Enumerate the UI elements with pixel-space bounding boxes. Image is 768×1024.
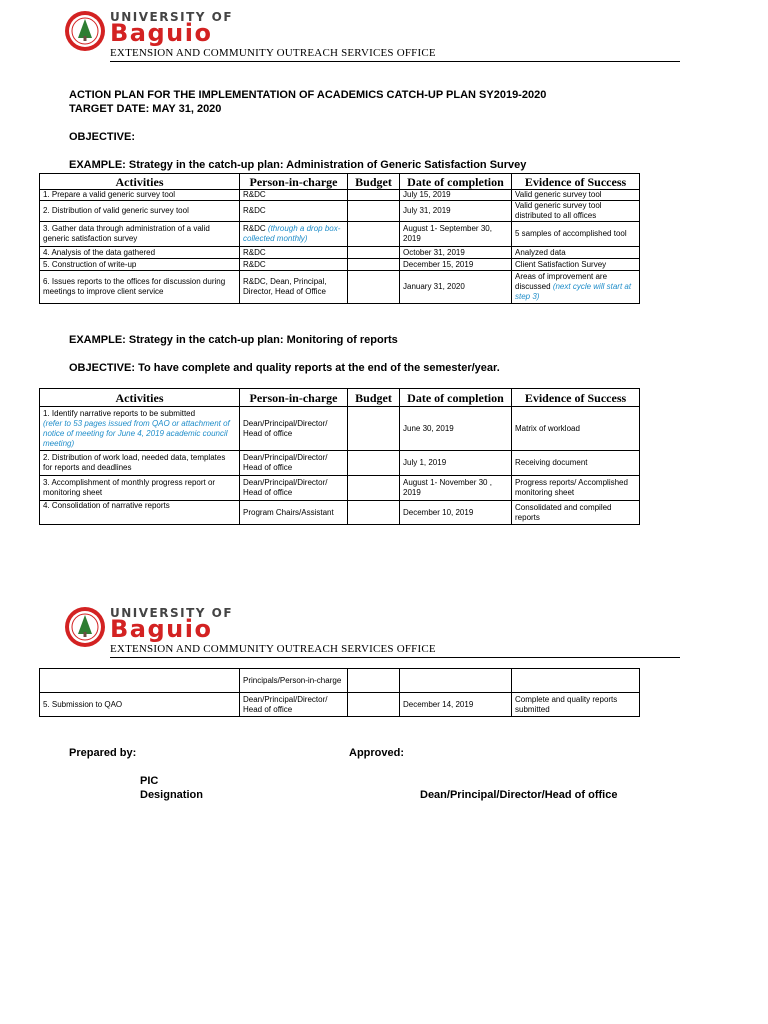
table-row — [40, 259, 640, 271]
date-cell-text: January 31, 2020 — [403, 282, 465, 291]
col-person: Person-in-charge — [240, 174, 348, 190]
activity-cell — [40, 407, 240, 451]
table-header-row — [40, 389, 640, 407]
col-evidence: Evidence of Success — [512, 389, 640, 407]
date-cell-text: July 1, 2019 — [403, 458, 447, 467]
date-cell — [400, 271, 512, 304]
activity-cell — [40, 476, 240, 501]
evidence-cell-text: Progress reports/ Accomplished monitoring sheet — [515, 478, 628, 497]
date-cell-text: December 10, 2019 — [403, 507, 474, 517]
activity-cell-text: 4. Consolidation of narrative reports — [43, 501, 170, 510]
date-cell — [400, 669, 512, 693]
evidence-cell-text: Matrix of workload — [515, 423, 580, 433]
evidence-cell — [512, 247, 640, 259]
university-seal-icon — [64, 606, 106, 648]
date-cell — [400, 693, 512, 717]
person-cell-text: R&DC — [243, 247, 266, 257]
person-cell-text: R&DC — [243, 206, 266, 215]
table-row — [40, 222, 640, 247]
activity-cell — [40, 190, 240, 201]
col-date: Date of completion — [400, 389, 512, 407]
activity-cell — [40, 201, 240, 222]
activity-cell — [40, 451, 240, 476]
activity-cell — [40, 669, 240, 693]
col-budget: Budget — [348, 389, 400, 407]
budget-cell — [348, 501, 400, 525]
prepared-by-label: Prepared by: — [69, 747, 137, 759]
evidence-cell-text: 5 samples of accomplished tool — [515, 229, 627, 238]
date-cell — [400, 407, 512, 451]
activity-cell-text: 2. Distribution of valid generic survey tool — [43, 206, 189, 215]
university-name-small: UNIVERSITY OF — [110, 606, 234, 620]
target-date: TARGET DATE: MAY 31, 2020 — [69, 103, 222, 115]
person-cell-text: Program Chairs/Assistant — [243, 507, 334, 517]
col-activities: Activities — [40, 174, 240, 190]
person-cell — [240, 501, 348, 525]
person-cell-text: Dean/Principal/Director/ Head of office — [243, 694, 328, 714]
evidence-cell — [512, 201, 640, 222]
activity-cell — [40, 247, 240, 259]
evidence-cell-text: Areas of improvement are discussed — [515, 272, 608, 291]
approved-label: Approved: — [349, 747, 404, 759]
table-row — [40, 476, 640, 501]
header-rule — [110, 657, 680, 658]
activity-cell-text: 1. Prepare a valid generic survey tool — [43, 190, 176, 199]
evidence-cell — [512, 693, 640, 717]
date-cell-text: July 15, 2019 — [403, 190, 451, 199]
table-row — [40, 501, 640, 525]
evidence-cell — [512, 451, 640, 476]
person-cell — [240, 476, 348, 501]
activity-cell — [40, 501, 240, 525]
budget-cell — [348, 247, 400, 259]
evidence-cell — [512, 407, 640, 451]
col-evidence: Evidence of Success — [512, 174, 640, 190]
activity-cell-text: 4. Analysis of the data gathered — [43, 247, 156, 257]
example-1: EXAMPLE: Strategy in the catch-up plan: Administration of Generic Satisfaction Survey — [69, 159, 527, 171]
person-cell-text: Dean/Principal/Director/ Head of office — [243, 478, 328, 497]
person-cell — [240, 271, 348, 304]
doc-title: ACTION PLAN FOR THE IMPLEMENTATION OF ACADEMICS CATCH-UP PLAN SY2019-2020 — [69, 89, 547, 101]
pic-label: PIC — [140, 775, 159, 787]
evidence-cell-text: Complete and quality reports submitted — [515, 694, 618, 714]
designation-label: Designation — [140, 789, 203, 801]
col-budget: Budget — [348, 174, 400, 190]
person-cell — [240, 190, 348, 201]
budget-cell — [348, 190, 400, 201]
date-cell — [400, 451, 512, 476]
budget-cell — [348, 201, 400, 222]
budget-cell — [348, 669, 400, 693]
person-cell-text: Dean/Principal/Director/ Head of office — [243, 418, 328, 438]
budget-cell — [348, 259, 400, 271]
person-cell — [240, 407, 348, 451]
evidence-cell-text: Valid generic survey tool — [515, 190, 602, 199]
university-seal-icon — [64, 10, 106, 52]
activity-cell — [40, 271, 240, 304]
objective-1: OBJECTIVE: — [69, 131, 136, 143]
university-name-logo: Baguio — [110, 615, 213, 643]
person-cell-text: R&DC — [243, 259, 266, 269]
date-cell-text: October 31, 2019 — [403, 247, 465, 257]
person-cell — [240, 693, 348, 717]
activity-cell — [40, 259, 240, 271]
reports-action-table — [39, 388, 640, 525]
evidence-cell — [512, 222, 640, 247]
activity-cell — [40, 693, 240, 717]
header-rule — [110, 61, 680, 62]
survey-action-table — [39, 173, 640, 304]
evidence-cell — [512, 669, 640, 693]
evidence-cell — [512, 259, 640, 271]
page-header-2 — [64, 606, 680, 656]
activity-cell-text: 3. Accomplishment of monthly progress report or monitoring sheet — [43, 478, 216, 497]
evidence-cell-text: Consolidated and compiled reports — [515, 502, 612, 522]
person-cell — [240, 669, 348, 693]
col-date: Date of completion — [400, 174, 512, 190]
evidence-cell-note: (next cycle will start at step 3) — [515, 282, 632, 301]
table-row — [40, 693, 640, 717]
activity-cell-text: 2. Distribution of work load, needed data, templates for reports and deadlines — [43, 453, 226, 472]
date-cell-text: August 1- September 30, 2019 — [403, 224, 492, 243]
date-cell — [400, 476, 512, 501]
evidence-cell — [512, 271, 640, 304]
table-row — [40, 190, 640, 201]
person-cell — [240, 259, 348, 271]
office-name: EXTENSION AND COMMUNITY OUTREACH SERVICES OFFICE — [110, 47, 436, 59]
objective-2: OBJECTIVE: To have complete and quality reports at the end of the semester/year. — [69, 362, 500, 374]
person-cell-text: R&DC, Dean, Principal, Director, Head of Office — [243, 277, 327, 296]
budget-cell — [348, 476, 400, 501]
date-cell — [400, 222, 512, 247]
person-cell — [240, 222, 348, 247]
date-cell-text: December 15, 2019 — [403, 259, 474, 269]
table-header-row — [40, 174, 640, 190]
budget-cell — [348, 271, 400, 304]
table-row — [40, 247, 640, 259]
person-cell — [240, 451, 348, 476]
activity-cell-text: 5. Submission to QAO — [43, 699, 123, 709]
date-cell — [400, 501, 512, 525]
evidence-cell-text: Analyzed data — [515, 247, 566, 257]
office-name: EXTENSION AND COMMUNITY OUTREACH SERVICES OFFICE — [110, 643, 436, 655]
evidence-cell-text: Receiving document — [515, 458, 588, 467]
date-cell-text: December 14, 2019 — [403, 699, 474, 709]
activity-cell-text: 6. Issues reports to the offices for discussion during meetings to improve client service — [43, 277, 226, 296]
activity-cell-note: (refer to 53 pages issued from QAO or attachment of notice of meeting for June 4, 2019 academic council meeting) — [43, 418, 230, 448]
page-header — [64, 10, 680, 60]
date-cell-text: June 30, 2019 — [403, 423, 454, 433]
example-2: EXAMPLE: Strategy in the catch-up plan: Monitoring of reports — [69, 334, 398, 346]
person-cell-text: Principals/Person-in-charge — [243, 675, 342, 685]
col-activities: Activities — [40, 389, 240, 407]
evidence-cell — [512, 476, 640, 501]
table-row — [40, 201, 640, 222]
university-name-small: UNIVERSITY OF — [110, 10, 234, 24]
date-cell — [400, 190, 512, 201]
activity-cell — [40, 222, 240, 247]
evidence-cell-text: Client Satisfaction Survey — [515, 259, 607, 269]
person-cell — [240, 201, 348, 222]
date-cell — [400, 259, 512, 271]
activity-cell-text: 3. Gather data through administration of a valid generic satisfaction survey — [43, 224, 210, 243]
reports-action-table-continued — [39, 668, 640, 717]
budget-cell — [348, 222, 400, 247]
budget-cell — [348, 693, 400, 717]
activity-cell-text: 5. Construction of write-up — [43, 259, 137, 269]
budget-cell — [348, 407, 400, 451]
table-row — [40, 451, 640, 476]
budget-cell — [348, 451, 400, 476]
date-cell-text: August 1- November 30 , 2019 — [403, 478, 492, 497]
date-cell — [400, 247, 512, 259]
table-row — [40, 407, 640, 451]
table-row — [40, 669, 640, 693]
person-cell-text: Dean/Principal/Director/ Head of office — [243, 453, 328, 472]
col-person: Person-in-charge — [240, 389, 348, 407]
university-name-logo: Baguio — [110, 19, 213, 47]
date-cell-text: July 31, 2019 — [403, 206, 451, 215]
person-cell-text: R&DC — [243, 190, 266, 199]
evidence-cell — [512, 190, 640, 201]
date-cell — [400, 201, 512, 222]
person-cell-note: (through a drop box- collected monthly) — [243, 224, 341, 243]
approver-designation: Dean/Principal/Director/Head of office — [420, 789, 618, 801]
evidence-cell — [512, 501, 640, 525]
person-cell-text: R&DC — [243, 224, 266, 233]
evidence-cell-text: Valid generic survey tool distributed to all offices — [515, 201, 602, 220]
person-cell — [240, 247, 348, 259]
activity-cell-text: 1. Identify narrative reports to be submitted — [43, 408, 196, 418]
table-row — [40, 271, 640, 304]
